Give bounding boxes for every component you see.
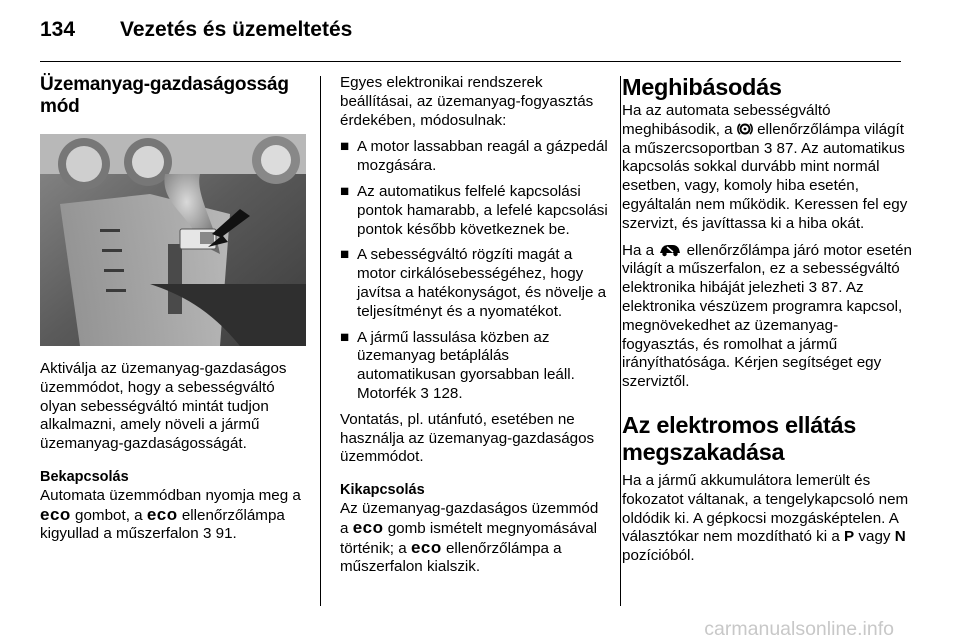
column-divider-2 — [620, 76, 621, 606]
page-ref-icon: 3 — [763, 139, 773, 157]
page-ref-icon: 3 — [808, 279, 818, 297]
watermark-text: carmanualsonline.info — [704, 618, 894, 640]
page-ref-icon: 3 — [202, 525, 212, 543]
systems-intro: Egyes elektronikai rendszerek beállításai, az üzemanyag-fogyasztás érdekében, módosulnak: — [340, 74, 594, 129]
page-header — [40, 8, 920, 48]
section-heading-fault: Meghibásodás — [622, 74, 782, 100]
engine-car-warning-icon — [658, 243, 682, 257]
page-ref-icon: 3 — [420, 384, 429, 402]
switch-off-text: Az üzemanyag-gazdaságos üzemmód a eco gomb ismételt megnyomásával történik; a eco ellenőrzőlámpa a műszerfalon kialszik. — [340, 499, 599, 576]
column-right — [622, 74, 912, 574]
header-divider — [40, 61, 901, 62]
column-left — [40, 74, 306, 552]
bullet-icon: ■ — [340, 138, 350, 156]
page-number: 134 — [40, 18, 76, 41]
bullet-icon: ■ — [340, 246, 350, 264]
eco-button-icon: eco — [352, 517, 384, 537]
eco-mode-intro: Aktiválja az üzemanyag-gazdaságos üzemmódot, hogy a sebességváltó olyan sebességváltó mintát tudjon alkalmazni, amely növeli a jármű üzemanyag-gazdaságosságát. — [40, 360, 287, 453]
section-heading-eco-mode: Üzemanyag-gazdaságosság mód — [40, 74, 289, 117]
gear-p-label: P — [844, 528, 855, 546]
list-item: ■ A motor lassabban reagál a gázpedál mozgására. — [340, 138, 608, 175]
subheading-switch-on: Bekapcsolás — [40, 468, 129, 485]
fault-paragraph-2: Ha a ellenőrzőlámpa járó motor esetén világít a műszerfalon, ez a sebességváltó elektronika hibáját jelezheti 3 87. Az elektronika vészüzem programra kapcsol, megnövekedhet az üzemanyag-fogyasztás, és romolhat a jármű irányíthatósága. Kérjen segítséget egy szerviztől. — [622, 241, 912, 391]
power-loss-paragraph: Ha a jármű akkumulátora lemerült és fokozatot váltanak, a tengelykapcsoló nem oldódik ki. A gépkocsi mozgásképtelen. A választókar nem mozdítható ki a P vagy N pozícióból. — [622, 471, 909, 565]
eco-lamp-icon: eco — [410, 537, 442, 557]
eco-button-icon: eco — [40, 504, 71, 524]
section-heading-power-loss: Az elektromos ellátás megszakadása — [622, 411, 857, 465]
list-item: ■ A sebességváltó rögzíti magát a motor cirkálósebességéhez, hogy javítsa a hatékonyságot, és növelje a teljesítményt és a nyomatékot. — [340, 246, 607, 320]
gear-n-label: N — [894, 528, 906, 546]
bullet-icon: ■ — [340, 182, 350, 200]
transmission-warning-icon — [737, 122, 753, 136]
watermark — [0, 618, 960, 642]
gear-selector-photo — [40, 134, 306, 346]
switch-on-text: Automata üzemmódban nyomja meg a eco gombot, a eco ellenőrzőlámpa kigyullad a műszerfalon 3 91. — [40, 486, 301, 543]
fault-paragraph-1: Ha az automata sebességváltó meghibásodik, a ellenőrzőlámpa világít a műszercsoportban 3 87. Az automatikus kapcsolás sokkal durvább mint normál esetben, vagy, komoly hiba esetén, egyáltalán nem működik. Keressen fel egy szervizt, és javíttassa ki a hiba okát. — [622, 102, 908, 232]
column-divider-1 — [320, 76, 321, 606]
eco-lamp-icon: eco — [146, 504, 178, 524]
bullet-list — [340, 138, 610, 403]
towing-note: Vontatás, pl. utánfutó, esetében ne használja az üzemanyag-gazdaságos üzemmódot. — [340, 410, 595, 466]
subheading-switch-off: Kikapcsolás — [340, 482, 425, 499]
list-item: ■ Az automatikus felfelé kapcsolási pontok hamarabb, a lefelé kapcsolási pontok később következnek be. — [340, 182, 608, 238]
chapter-title: Vezetés és üzemeltetés — [120, 18, 353, 41]
bullet-icon: ■ — [340, 328, 350, 346]
column-middle — [340, 74, 610, 585]
list-item: ■ A jármű lassulása közben az üzemanyag betáplálás automatikusan gyorsabban leáll. Motorfék 3 128. — [340, 328, 575, 402]
